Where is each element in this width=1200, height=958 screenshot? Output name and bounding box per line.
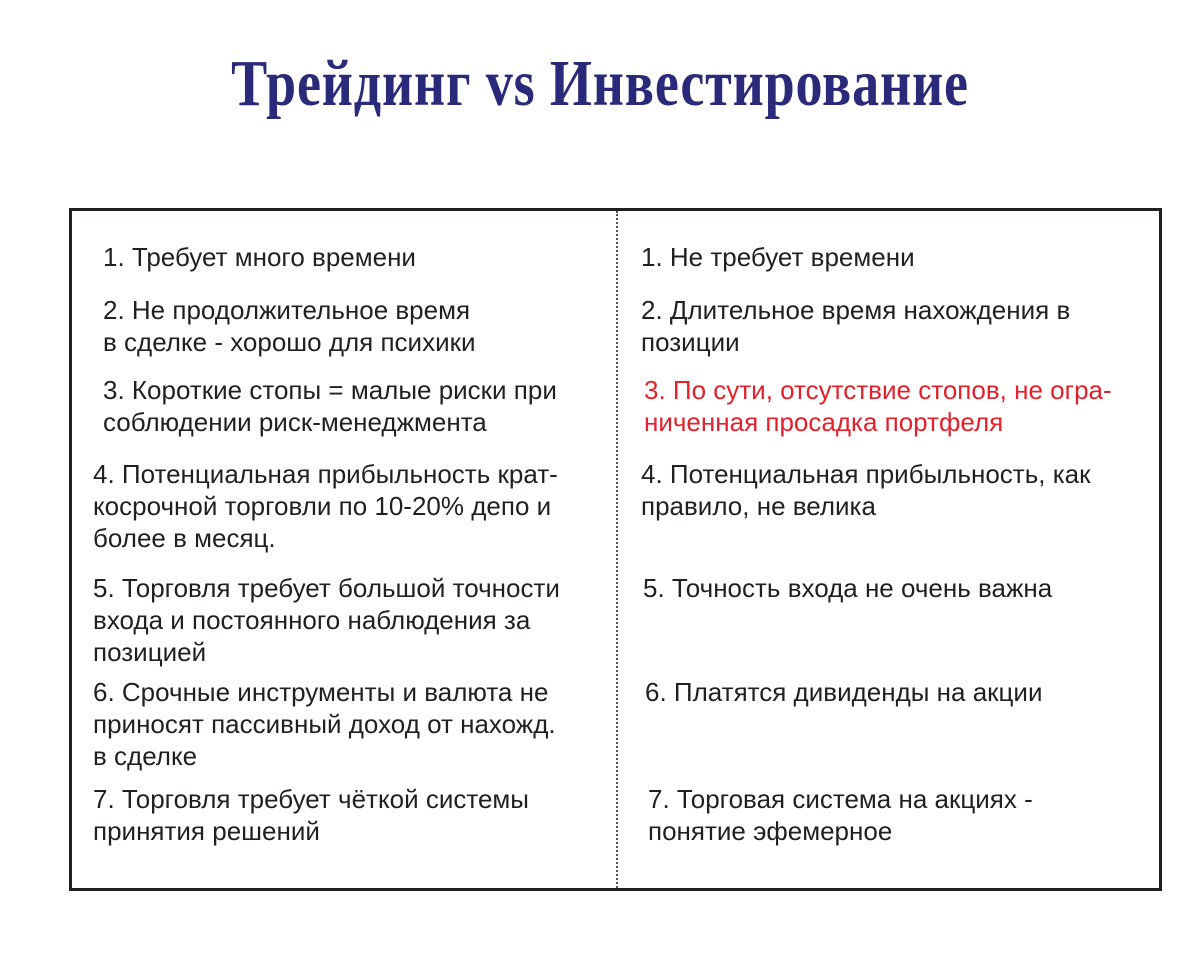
investing-point-7-line-2: понятие эфемерное (648, 816, 893, 846)
investing-point-4-line-2: правило, не велика (641, 491, 876, 521)
investing-point-2-line-1: 2. Длительное время нахождения в (641, 295, 1071, 325)
column-divider (616, 211, 618, 888)
trading-point-2 (103, 294, 476, 358)
investing-point-7-line-1: 7. Торговая система на акциях - (648, 784, 1033, 814)
investing-point-4-line-1: 4. Потенциальная прибыльность, как (641, 459, 1091, 489)
trading-point-2-line-2: в сделке - хорошо для психики (103, 327, 476, 357)
investing-point-1-line-1: 1. Не требует времени (641, 242, 915, 272)
trading-point-7 (93, 783, 529, 847)
trading-point-6 (93, 676, 556, 772)
trading-point-5-line-3: позицией (93, 637, 207, 667)
trading-point-2-line-1: 2. Не продолжительное время (103, 295, 471, 325)
trading-point-3 (103, 374, 557, 438)
investing-point-7 (648, 783, 1033, 847)
trading-point-1 (103, 241, 416, 273)
comparison-table (69, 208, 1162, 891)
trading-point-3-line-1: 3. Короткие стопы = малые риски при (103, 375, 557, 405)
trading-point-6-line-1: 6. Срочные инструменты и валюта не (93, 677, 549, 707)
investing-point-6 (645, 676, 1042, 708)
investing-point-5-line-1: 5. Точность входа не очень важна (643, 573, 1053, 603)
investing-point-2 (641, 294, 1070, 358)
trading-point-7-line-1: 7. Торговля требует чёткой системы (93, 784, 529, 814)
trading-point-5-line-2: входа и постоянного наблюдения за (93, 605, 531, 635)
trading-point-7-line-2: принятия решений (93, 816, 320, 846)
trading-point-5-line-1: 5. Торговля требует большой точности (93, 573, 560, 603)
trading-point-1-line-1: 1. Требует много времени (103, 242, 416, 272)
investing-point-1 (641, 241, 915, 273)
trading-point-4 (93, 458, 558, 554)
trading-point-4-line-2: косрочной торговли по 10-20% депо и (93, 491, 552, 521)
investing-point-3-line-2: ниченная просадка портфеля (644, 407, 1004, 437)
trading-point-6-line-2: приносят пассивный доход от нахожд. (93, 709, 556, 739)
trading-point-4-line-3: более в месяц. (93, 523, 276, 553)
trading-point-3-line-2: соблюдении риск-менеджмента (103, 407, 487, 437)
page-title: Трейдинг vs Инвестирование (231, 47, 969, 120)
trading-point-6-line-3: в сделке (93, 741, 198, 771)
trading-point-5 (93, 572, 560, 668)
investing-point-6-line-1: 6. Платятся дивиденды на акции (645, 677, 1043, 707)
trading-point-4-line-1: 4. Потенциальная прибыльность крат- (93, 459, 558, 489)
investing-point-5 (643, 572, 1052, 604)
investing-point-3 (644, 374, 1112, 438)
investing-point-4 (641, 458, 1091, 522)
investing-point-2-line-2: позиции (641, 327, 740, 357)
investing-point-3-line-1: 3. По сути, отсутствие стопов, не огра- (644, 375, 1112, 405)
